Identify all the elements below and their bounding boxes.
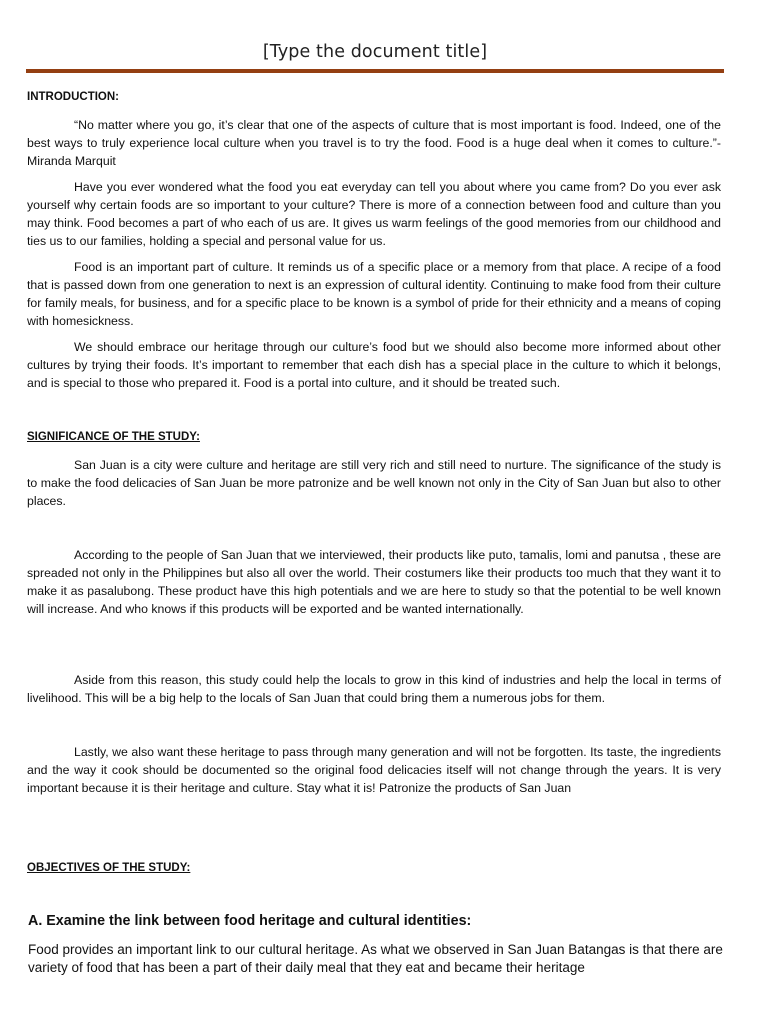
paragraph-text: Lastly, we also want these heritage to pass through many generation and will not be forgotten. Its taste, the ingredients and the way it cook should be documented so the original food delicacies itself will not change through the years. It is very important because it is their heritage and culture. Stay what it is! Patronize the products of San Juan: [27, 745, 721, 795]
objectives-heading: OBJECTIVES OF THE STUDY:: [27, 862, 191, 874]
intro-paragraph-1: [27, 116, 721, 170]
introduction-heading: INTRODUCTION:: [27, 91, 119, 103]
paragraph-text: According to the people of San Juan that we interviewed, their products like puto, tamalis, lomi and panutsa , these are spreaded not only in the Philippines but also all over the world. Their costumers like their products too much that they want it to make it as pasalubong. These product have this high potentials and we are here to study so that the potential to be well known will increase. And who knows if this products will be exported and be wanted internationally.: [27, 548, 721, 616]
intro-paragraph-4: [27, 338, 721, 392]
title-divider: [26, 69, 724, 73]
intro-paragraph-3: [27, 258, 721, 330]
objective-a-text-block: [28, 941, 728, 977]
paragraph-text: We should embrace our heritage through our culture’s food but we should also become more informed about other cultures by trying their foods. It’s important to remember that each dish has a special place in the culture to which it belongs, and is special to those who prepared it. Food is a portal into culture, and it should be treated such.: [27, 340, 721, 390]
document-title: [Type the document title]: [262, 42, 488, 62]
significance-paragraph-1: [27, 456, 721, 510]
paragraph-text: “No matter where you go, it’s clear that one of the aspects of culture that is most important is food. Indeed, one of the best ways to truly experience local culture when you travel is to try the food. Food is a huge deal when it comes to culture.”-Miranda Marquit: [27, 118, 721, 168]
significance-paragraph-2: [27, 546, 721, 618]
objective-a-heading: A. Examine the link between food heritage and cultural identities:: [28, 913, 472, 929]
paragraph-text: San Juan is a city were culture and heritage are still very rich and still need to nurture. The significance of the study is to make the food delicacies of San Juan be more patronize and be well known not only in the City of San Juan but also to other places.: [27, 458, 721, 508]
paragraph-text: Food is an important part of culture. It reminds us of a specific place or a memory from that place. A recipe of a food that is passed down from one generation to next is an expression of cultural identity. Continuing to make food from their culture for family meals, for business, and for a specific place to be known is a symbol of pride for their ethnicity and a means of coping with homesickness.: [27, 260, 721, 328]
significance-heading: SIGNIFICANCE OF THE STUDY:: [27, 431, 200, 443]
intro-paragraph-2: [27, 178, 721, 250]
paragraph-text: Food provides an important link to our cultural heritage. As what we observed in San Juan Batangas is that there are variety of food that has been a part of their daily meal that they eat and became their heritage: [28, 942, 723, 975]
significance-paragraph-3: [27, 671, 721, 707]
paragraph-text: Aside from this reason, this study could help the locals to grow in this kind of industries and help the local in terms of livelihood. This will be a big help to the locals of San Juan that could bring them a numerous jobs for them.: [27, 673, 721, 705]
paragraph-text: Have you ever wondered what the food you eat everyday can tell you about where you came from? Do you ever ask yourself why certain foods are so important to your culture? There is more of a connection between food and culture than you may think. Food becomes a part of who each of us are. It gives us warm feelings of the good memories from our childhood and ties us to our families, holding a special and personal value for us.: [27, 180, 721, 248]
significance-paragraph-4: [27, 743, 721, 797]
